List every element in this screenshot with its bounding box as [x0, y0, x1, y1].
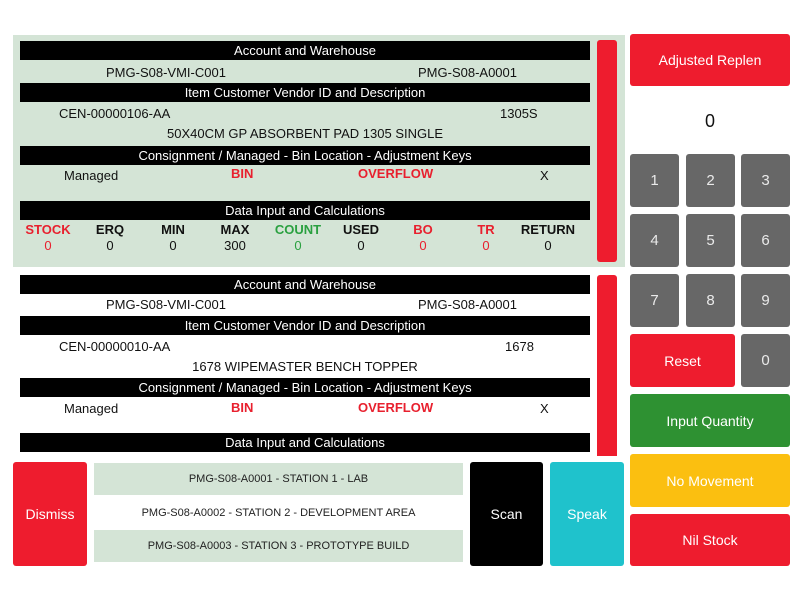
- key-7-button[interactable]: 7: [630, 274, 679, 327]
- quantity-display: 0: [704, 110, 715, 131]
- consignment-header: Consignment / Managed - Bin Location - Adjustment Keys: [20, 378, 590, 397]
- min-label: MIN: [161, 222, 185, 237]
- adjusted-replen-button[interactable]: Adjusted Replen: [630, 34, 790, 86]
- dismiss-button[interactable]: Dismiss: [13, 462, 87, 566]
- used-value: 0: [357, 238, 365, 253]
- overflow-key[interactable]: OVERFLOW: [358, 166, 434, 181]
- managed-label: Managed: [64, 168, 119, 183]
- return-label: RETURN: [520, 222, 576, 237]
- record-select-bar-2[interactable]: [597, 275, 617, 456]
- record-select-bar-1[interactable]: [597, 40, 617, 262]
- data-input-header: Data Input and Calculations: [20, 433, 590, 452]
- warehouse-id: PMG-S08-A0001: [418, 297, 517, 312]
- managed-label: Managed: [64, 401, 119, 416]
- key-2-button[interactable]: 2: [686, 154, 735, 207]
- scan-button[interactable]: Scan: [470, 462, 543, 566]
- key-0-button[interactable]: 0: [741, 334, 790, 387]
- erq-value: 0: [106, 238, 114, 253]
- vendor-id: 1305S: [500, 106, 538, 121]
- bo-value[interactable]: 0: [419, 238, 427, 253]
- key-1-button[interactable]: 1: [630, 154, 679, 207]
- account-warehouse-header: Account and Warehouse: [20, 41, 590, 60]
- warehouse-id: PMG-S08-A0001: [418, 65, 517, 80]
- return-value: 0: [544, 238, 552, 253]
- stock-value[interactable]: 0: [44, 238, 52, 253]
- account-id: PMG-S08-VMI-C001: [106, 297, 226, 312]
- clear-x-key[interactable]: X: [540, 168, 549, 183]
- key-6-button[interactable]: 6: [741, 214, 790, 267]
- location-option-1[interactable]: PMG-S08-A0001 - STATION 1 - LAB: [94, 463, 463, 495]
- input-quantity-button[interactable]: Input Quantity: [630, 394, 790, 447]
- overflow-key[interactable]: OVERFLOW: [358, 400, 434, 415]
- key-4-button[interactable]: 4: [630, 214, 679, 267]
- item-description: 50X40CM GP ABSORBENT PAD 1305 SINGLE: [166, 126, 443, 141]
- stock-label: STOCK: [25, 222, 71, 237]
- used-label: USED: [342, 222, 380, 237]
- location-option-3[interactable]: PMG-S08-A0003 - STATION 3 - PROTOTYPE BUILD: [94, 530, 463, 562]
- data-input-header: Data Input and Calculations: [20, 201, 590, 220]
- location-option-2[interactable]: PMG-S08-A0002 - STATION 2 - DEVELOPMENT AREA: [94, 497, 463, 529]
- key-8-button[interactable]: 8: [686, 274, 735, 327]
- account-id: PMG-S08-VMI-C001: [106, 65, 226, 80]
- reset-button[interactable]: Reset: [630, 334, 735, 387]
- bin-key[interactable]: BIN: [231, 166, 254, 181]
- count-label: COUNT: [274, 222, 322, 237]
- nil-stock-button[interactable]: Nil Stock: [630, 514, 790, 566]
- item-header: Item Customer Vendor ID and Description: [20, 316, 590, 335]
- item-description: 1678 WIPEMASTER BENCH TOPPER: [192, 359, 418, 374]
- no-movement-button[interactable]: No Movement: [630, 454, 790, 507]
- key-5-button[interactable]: 5: [686, 214, 735, 267]
- vendor-id: 1678: [505, 339, 534, 354]
- clear-x-key[interactable]: X: [540, 401, 549, 416]
- tr-value[interactable]: 0: [482, 238, 490, 253]
- count-value[interactable]: 0: [294, 238, 302, 253]
- account-warehouse-header: Account and Warehouse: [20, 275, 590, 294]
- key-3-button[interactable]: 3: [741, 154, 790, 207]
- tr-label: TR: [477, 222, 495, 237]
- speak-button[interactable]: Speak: [550, 462, 624, 566]
- max-label: MAX: [220, 222, 250, 237]
- erq-label: ERQ: [95, 222, 125, 237]
- bo-label: BO: [413, 222, 433, 237]
- max-value: 300: [224, 238, 246, 253]
- item-id: CEN-00000106-AA: [59, 106, 171, 121]
- key-9-button[interactable]: 9: [741, 274, 790, 327]
- item-header: Item Customer Vendor ID and Description: [20, 83, 590, 102]
- record-card-2: [13, 270, 625, 456]
- bin-key[interactable]: BIN: [231, 400, 254, 415]
- min-value: 0: [169, 238, 177, 253]
- consignment-header: Consignment / Managed - Bin Location - Adjustment Keys: [20, 146, 590, 165]
- record-card-1: [13, 35, 625, 267]
- item-id: CEN-00000010-AA: [59, 339, 171, 354]
